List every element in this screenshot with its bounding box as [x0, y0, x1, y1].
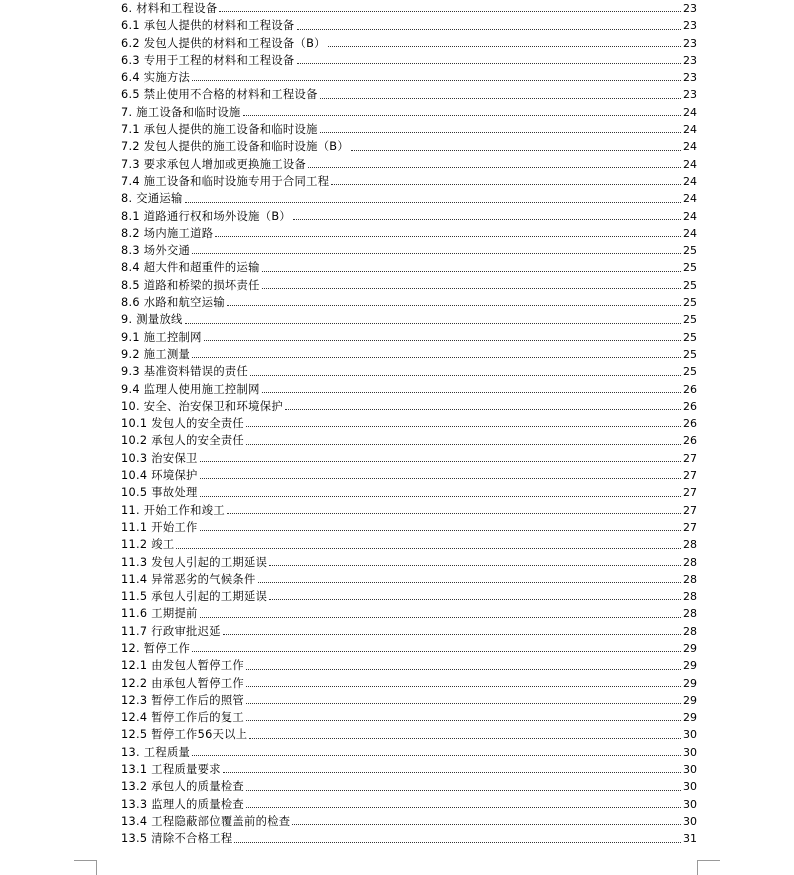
toc-entry-title: 10.1 发包人的安全责任 [121, 417, 245, 431]
toc-entry-title: 7.3 要求承包人增加或更换施工设备 [121, 157, 307, 171]
toc-entry[interactable] [121, 259, 697, 276]
table-of-contents [121, 0, 697, 848]
toc-dot-leader [297, 62, 681, 64]
toc-dot-leader [262, 270, 681, 272]
toc-dot-leader [320, 131, 681, 133]
toc-entry-title: 11. 开始工作和竣工 [121, 503, 225, 517]
toc-dot-leader [185, 201, 681, 203]
toc-entry-page-number: 23 [683, 71, 697, 85]
toc-dot-leader [262, 391, 681, 393]
toc-entry-title: 7.1 承包人提供的施工设备和临时设施 [121, 123, 318, 137]
toc-entry-page-number: 23 [683, 19, 697, 33]
toc-entry-page-number: 24 [683, 209, 697, 223]
toc-entry[interactable] [121, 415, 697, 432]
toc-entry-title: 6.3 专用于工程的材料和工程设备 [121, 53, 295, 67]
toc-entry-page-number: 23 [683, 36, 697, 50]
toc-entry[interactable] [121, 692, 697, 709]
toc-entry-title: 8.4 超大件和超重件的运输 [121, 261, 260, 275]
toc-dot-leader [215, 235, 681, 237]
toc-entry[interactable] [121, 588, 697, 605]
toc-dot-leader [262, 287, 681, 289]
toc-entry[interactable] [121, 190, 697, 207]
toc-entry[interactable] [121, 467, 697, 484]
toc-dot-leader [246, 443, 681, 445]
toc-entry-page-number: 29 [683, 641, 697, 655]
toc-dot-leader [320, 97, 681, 99]
toc-entry-page-number: 27 [683, 486, 697, 500]
toc-dot-leader [192, 252, 681, 254]
toc-entry-title: 11.4 异常恶劣的气候条件 [121, 572, 256, 586]
toc-entry-page-number: 24 [683, 157, 697, 171]
toc-entry[interactable] [121, 363, 697, 380]
toc-entry-page-number: 23 [683, 2, 697, 15]
toc-entry-page-number: 24 [683, 105, 697, 119]
toc-entry-title: 13.3 监理人的质量检查 [121, 797, 245, 811]
toc-entry-title: 8. 交通运输 [121, 192, 183, 206]
toc-entry-page-number: 26 [683, 382, 697, 396]
toc-entry-title: 7. 施工设备和临时设施 [121, 105, 241, 119]
toc-entry-title: 11.1 开始工作 [121, 520, 198, 534]
toc-entry-page-number: 26 [683, 417, 697, 431]
toc-entry[interactable] [121, 138, 697, 155]
toc-entry[interactable] [121, 484, 697, 501]
toc-dot-leader [227, 304, 681, 306]
toc-entry-page-number: 30 [683, 728, 697, 742]
toc-entry[interactable] [121, 675, 697, 692]
toc-entry-page-number: 25 [683, 244, 697, 258]
toc-entry-title: 9.1 施工控制网 [121, 330, 202, 344]
toc-entry[interactable] [121, 519, 697, 536]
toc-entry-title: 12.1 由发包人暂停工作 [121, 659, 245, 673]
toc-entry[interactable] [121, 450, 697, 467]
toc-entry[interactable] [121, 277, 697, 294]
toc-entry[interactable] [121, 381, 697, 398]
toc-dot-leader [250, 374, 681, 376]
toc-entry-page-number: 31 [683, 832, 697, 846]
toc-entry-title: 13.1 工程质量要求 [121, 763, 221, 777]
toc-dot-leader [246, 702, 681, 704]
toc-entry-title: 12.3 暂停工作后的照管 [121, 693, 245, 707]
toc-dot-leader [246, 789, 681, 791]
toc-dot-leader [234, 841, 681, 843]
toc-entry-page-number: 29 [683, 711, 697, 725]
toc-entry-title: 10.4 环境保护 [121, 469, 198, 483]
toc-dot-leader [331, 183, 681, 185]
toc-dot-leader [258, 581, 681, 583]
toc-entry-page-number: 30 [683, 763, 697, 777]
toc-dot-leader [204, 339, 681, 341]
toc-entry-page-number: 25 [683, 278, 697, 292]
toc-dot-leader [192, 754, 681, 756]
toc-entry-page-number: 28 [683, 572, 697, 586]
toc-entry-page-number: 29 [683, 693, 697, 707]
toc-entry[interactable] [121, 69, 697, 86]
toc-entry[interactable] [121, 208, 697, 225]
toc-entry-page-number: 25 [683, 313, 697, 327]
toc-entry-title: 10.3 治安保卫 [121, 451, 198, 465]
toc-entry-page-number: 27 [683, 503, 697, 517]
toc-dot-leader [269, 564, 681, 566]
toc-entry[interactable] [121, 329, 697, 346]
toc-entry[interactable] [121, 86, 697, 103]
toc-entry-title: 11.2 竣工 [121, 538, 175, 552]
toc-entry-title: 9. 测量放线 [121, 313, 183, 327]
toc-entry-title: 12.4 暂停工作后的复工 [121, 711, 245, 725]
toc-dot-leader [185, 322, 681, 324]
toc-dot-leader [246, 668, 681, 670]
toc-dot-leader [192, 356, 681, 358]
toc-dot-leader [246, 719, 681, 721]
toc-entry[interactable] [121, 156, 697, 173]
toc-dot-leader [308, 166, 681, 168]
toc-entry[interactable] [121, 17, 697, 34]
toc-entry-page-number: 29 [683, 659, 697, 673]
toc-entry-title: 11.7 行政审批迟延 [121, 624, 221, 638]
toc-entry-title: 13.5 清除不合格工程 [121, 832, 233, 846]
toc-entry-title: 9.2 施工测量 [121, 347, 191, 361]
toc-entry[interactable] [121, 398, 697, 415]
toc-entry-page-number: 24 [683, 123, 697, 137]
toc-entry[interactable] [121, 35, 697, 52]
toc-entry-page-number: 30 [683, 814, 697, 828]
toc-entry-title: 6.2 发包人提供的材料和工程设备（B） [121, 36, 326, 50]
toc-entry[interactable] [121, 52, 697, 69]
toc-entry-page-number: 28 [683, 590, 697, 604]
toc-entry-title: 8.1 道路通行权和场外设施（B） [121, 209, 291, 223]
toc-dot-leader [227, 512, 681, 514]
toc-entry-title: 8.2 场内施工道路 [121, 226, 214, 240]
toc-dot-leader [285, 408, 681, 410]
toc-entry-title: 11.5 承包人引起的工期延误 [121, 590, 268, 604]
toc-entry-page-number: 24 [683, 226, 697, 240]
toc-entry-title: 8.5 道路和桥梁的损坏责任 [121, 278, 260, 292]
toc-entry-page-number: 28 [683, 538, 697, 552]
toc-entry[interactable] [121, 761, 697, 778]
toc-dot-leader [223, 633, 681, 635]
toc-entry-page-number: 25 [683, 330, 697, 344]
toc-entry-page-number: 27 [683, 520, 697, 534]
toc-dot-leader [246, 425, 681, 427]
toc-entry[interactable] [121, 830, 697, 847]
toc-entry[interactable] [121, 225, 697, 242]
toc-entry-title: 6. 材料和工程设备 [121, 2, 218, 15]
toc-entry[interactable] [121, 623, 697, 640]
toc-entry-page-number: 25 [683, 347, 697, 361]
toc-dot-leader [293, 218, 681, 220]
toc-entry-title: 13. 工程质量 [121, 745, 191, 759]
toc-dot-leader [243, 114, 681, 116]
toc-dot-leader [223, 771, 681, 773]
toc-dot-leader [246, 806, 681, 808]
crop-mark-bottom-left [74, 860, 97, 875]
toc-entry-title: 9.4 监理人使用施工控制网 [121, 382, 260, 396]
toc-entry-page-number: 30 [683, 780, 697, 794]
toc-dot-leader [192, 650, 681, 652]
toc-entry[interactable] [121, 744, 697, 761]
toc-entry-title: 6.4 实施方法 [121, 71, 191, 85]
toc-entry-title: 6.1 承包人提供的材料和工程设备 [121, 19, 295, 33]
toc-entry[interactable] [121, 121, 697, 138]
toc-entry[interactable] [121, 502, 697, 519]
toc-dot-leader [219, 10, 681, 12]
toc-entry[interactable] [121, 294, 697, 311]
toc-dot-leader [246, 685, 681, 687]
toc-entry[interactable] [121, 346, 697, 363]
toc-dot-leader [328, 45, 681, 47]
toc-entry-page-number: 23 [683, 53, 697, 67]
toc-entry-page-number: 29 [683, 676, 697, 690]
toc-entry-page-number: 27 [683, 469, 697, 483]
toc-entry[interactable] [121, 432, 697, 449]
toc-entry-page-number: 24 [683, 140, 697, 154]
toc-entry[interactable] [121, 104, 697, 121]
toc-dot-leader [269, 598, 681, 600]
toc-entry[interactable] [121, 709, 697, 726]
toc-dot-leader [176, 547, 681, 549]
toc-entry-title: 10. 安全、治安保卫和环境保护 [121, 399, 283, 413]
toc-entry-page-number: 26 [683, 434, 697, 448]
toc-dot-leader [200, 616, 681, 618]
toc-entry-title: 11.3 发包人引起的工期延误 [121, 555, 268, 569]
toc-dot-leader [297, 28, 681, 30]
toc-entry-page-number: 25 [683, 296, 697, 310]
toc-dot-leader [200, 529, 681, 531]
toc-entry[interactable] [121, 726, 697, 743]
toc-entry[interactable] [121, 640, 697, 657]
toc-entry-page-number: 25 [683, 261, 697, 275]
toc-entry-title: 8.3 场外交通 [121, 244, 191, 258]
toc-entry-title: 9.3 基准资料错误的责任 [121, 365, 249, 379]
toc-entry[interactable] [121, 813, 697, 830]
toc-entry[interactable] [121, 242, 697, 259]
toc-entry-title: 12. 暂停工作 [121, 641, 191, 655]
toc-entry-title: 10.2 承包人的安全责任 [121, 434, 245, 448]
toc-entry[interactable] [121, 173, 697, 190]
toc-entry-page-number: 24 [683, 174, 697, 188]
toc-entry-page-number: 30 [683, 745, 697, 759]
toc-entry[interactable] [121, 311, 697, 328]
toc-entry[interactable] [121, 778, 697, 795]
toc-entry-page-number: 26 [683, 399, 697, 413]
toc-entry-page-number: 28 [683, 607, 697, 621]
toc-dot-leader [192, 79, 681, 81]
toc-dot-leader [200, 460, 681, 462]
toc-entry-title: 13.2 承包人的质量检查 [121, 780, 245, 794]
toc-entry[interactable] [121, 657, 697, 674]
toc-dot-leader [200, 495, 681, 497]
toc-entry-page-number: 28 [683, 624, 697, 638]
toc-dot-leader [249, 737, 681, 739]
toc-dot-leader [292, 823, 681, 825]
toc-entry-page-number: 28 [683, 555, 697, 569]
toc-entry-page-number: 23 [683, 88, 697, 102]
toc-entry-page-number: 27 [683, 451, 697, 465]
toc-entry-title: 8.6 水路和航空运输 [121, 296, 225, 310]
toc-dot-leader [200, 477, 681, 479]
toc-entry-title: 7.2 发包人提供的施工设备和临时设施（B） [121, 140, 349, 154]
toc-entry[interactable] [121, 796, 697, 813]
toc-entry-title: 7.4 施工设备和临时设施专用于合同工程 [121, 174, 330, 188]
toc-entry[interactable] [121, 554, 697, 571]
toc-entry-page-number: 24 [683, 192, 697, 206]
toc-entry-title: 10.5 事故处理 [121, 486, 198, 500]
toc-entry[interactable] [121, 571, 697, 588]
toc-entry[interactable] [121, 0, 697, 17]
toc-entry-title: 13.4 工程隐蔽部位覆盖前的检查 [121, 814, 291, 828]
toc-dot-leader [351, 149, 681, 151]
toc-entry[interactable] [121, 536, 697, 553]
toc-entry-title: 12.5 暂停工作56天以上 [121, 728, 248, 742]
toc-entry-title: 11.6 工期提前 [121, 607, 198, 621]
toc-entry-page-number: 30 [683, 797, 697, 811]
toc-entry-title: 6.5 禁止使用不合格的材料和工程设备 [121, 88, 318, 102]
toc-entry-page-number: 25 [683, 365, 697, 379]
toc-entry-title: 12.2 由承包人暂停工作 [121, 676, 245, 690]
crop-mark-bottom-right [697, 860, 720, 875]
toc-entry[interactable] [121, 605, 697, 622]
